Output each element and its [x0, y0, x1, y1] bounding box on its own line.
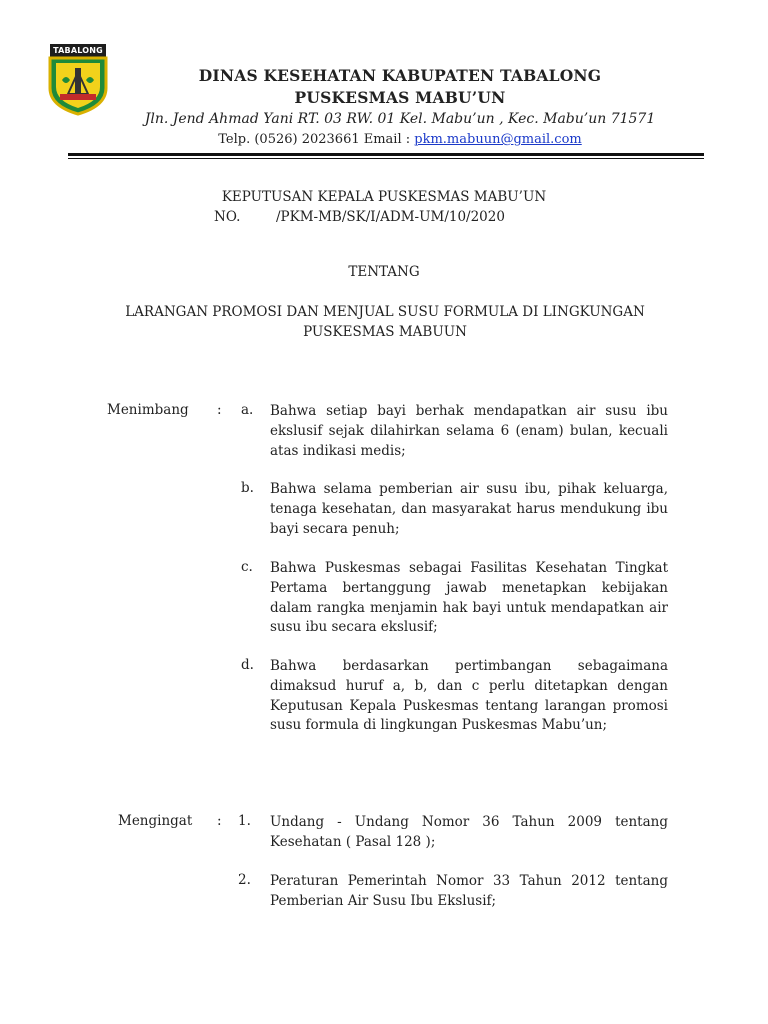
menimbang-label: Menimbang [107, 402, 189, 418]
menimbang-item-c: Bahwa Puskesmas sebagai Fasilitas Kesehatan Tingkat Pertama bertanggung jawab menetapkan kebijakan dalam rangka menjamin hak bayi untuk mendapatkan air susu ibu secara ekslusif; [270, 560, 668, 636]
menimbang-item-b: Bahwa selama pemberian air susu ibu, pihak keluarga, tenaga kesehatan, dan masyarakat harus mendukung ibu bayi secara penuh; [270, 481, 668, 537]
mengingat-label: Mengingat [118, 813, 193, 829]
letterhead-divider-thin [68, 158, 704, 159]
mengingat-colon: : [217, 813, 222, 829]
menimbang-marker-c: c. [241, 559, 253, 575]
menimbang-marker-b: b. [241, 480, 254, 496]
menimbang-colon: : [217, 402, 222, 418]
mengingat-item-1: Undang - Undang Nomor 36 Tahun 2009 tentang Kesehatan ( Pasal 128 ); [270, 814, 668, 850]
address-line: Jln. Jend Ahmad Yani RT. 03 RW. 01 Kel. Mabu’un , Kec. Mabu’un 71571 [144, 111, 656, 127]
email-link[interactable]: pkm.mabuun@gmail.com [414, 132, 582, 147]
menimbang-marker-a: a. [241, 402, 254, 418]
phone-text: Telp. (0526) 2023661 Email : [218, 132, 415, 147]
menimbang-item-d: Bahwa berdasarkan pertimbangan sebagaimana dimaksud huruf a, b, dan c perlu ditetapkan dengan Keputusan Kepala Puskesmas tentang larangan promosi susu formula di lingkungan Puskesmas Mabu’un; [270, 658, 668, 734]
mengingat-marker-1: 1. [238, 813, 251, 829]
subject-line-1: LARANGAN PROMOSI DAN MENJUAL SUSU FORMULA DI LINGKUNGAN [125, 304, 645, 320]
decree-number [214, 209, 505, 225]
about-heading: TENTANG [348, 264, 420, 280]
subject-line-2: PUSKESMAS MABUUN [303, 324, 467, 340]
menimbang-item-a: Bahwa setiap bayi berhak mendapatkan air susu ibu ekslusif sejak dilahirkan selama 6 (enam) bulan, kecuali atas indikasi medis; [270, 403, 668, 459]
contact-line [120, 132, 680, 147]
decree-number-value: /PKM-MB/SK/I/ADM-UM/10/2020 [276, 209, 505, 225]
mengingat-item-2: Peraturan Pemerintah Nomor 33 Tahun 2012 tentang Pemberian Air Susu Ibu Ekslusif; [270, 873, 668, 909]
logo-banner-text: TABALONG [50, 44, 106, 58]
decree-title: KEPUTUSAN KEPALA PUSKESMAS MABU’UN [221, 189, 547, 205]
menimbang-marker-d: d. [241, 657, 254, 673]
letterhead-divider-thick [68, 153, 704, 156]
tabalong-logo [46, 44, 110, 116]
shield-emblem-icon [46, 54, 110, 116]
mengingat-marker-2: 2. [238, 872, 251, 888]
agency-name: DINAS KESEHATAN KABUPATEN TABALONG [198, 66, 602, 85]
unit-name: PUSKESMAS MABU’UN [294, 88, 506, 107]
decree-number-label: NO. [214, 209, 241, 225]
